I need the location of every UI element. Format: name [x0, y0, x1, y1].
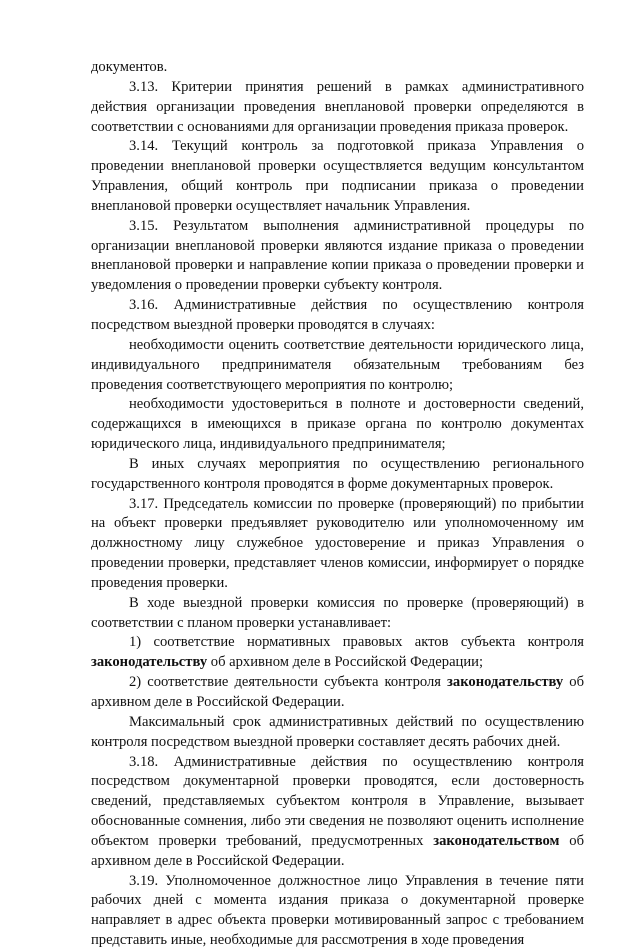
- text-run: 3.15. Результатом выполнения административной процедуры по организации внеплановой проверки являются издание приказа о проведении внеплановой проверки и направление копии приказа о проведении проверки и уведомления о проведении проверки субъекту контроля.: [91, 217, 584, 294]
- text-run: документов.: [91, 59, 168, 75]
- bold-text: законодательству: [447, 674, 564, 691]
- text-run: 3.16. Административные действия по осуществлению контроля посредством выездной проверки проводятся в случаях:: [91, 297, 584, 333]
- text-run: об архивном деле в Российской Федерации.: [91, 674, 584, 710]
- text-run: Максимальный срок административных действий по осуществлению контроля посредством выездной проверки составляет десять рабочих дней.: [91, 713, 584, 750]
- paragraph: [91, 594, 584, 634]
- paragraph: [91, 217, 584, 296]
- bold-text: законодательству: [91, 654, 208, 671]
- bold-text: законодательством: [433, 832, 560, 849]
- text-run: об архивном деле в Российской Федерации.: [91, 832, 584, 869]
- text-run: 3.19. Уполномоченное должностное лицо Управления в течение пяти рабочих дней с момента издания приказа о документарной проверке направляет в адрес объекта проверки мотивированный запрос с требованием представить иные, необходимые для рассмотрения в ходе проведения: [91, 872, 584, 949]
- paragraph: [91, 455, 584, 495]
- paragraph: [91, 296, 584, 336]
- paragraph: [91, 633, 584, 673]
- text-run: 3.17. Председатель комиссии по проверке (проверяющий) по прибытии на объект проверки предъявляет руководителю или уполномоченному им должностному лицу служебное удостоверение и приказ Управления о проведении проверки, представляет членов комиссии, информирует о порядке проведения проверки.: [91, 495, 584, 591]
- text-run: В ходе выездной проверки комиссия по проверке (проверяющий) в соответствии с планом проверки устанавливает:: [91, 594, 584, 631]
- paragraph: [91, 872, 584, 951]
- paragraph: [91, 336, 584, 396]
- paragraph: [91, 395, 584, 455]
- text-run: необходимости удостовериться в полноте и достоверности сведений, содержащихся в имеющихся в приказе органа по контролю документах юридического лица, индивидуального предпринимателя;: [91, 396, 584, 453]
- text-run: об архивном деле в Российской Федерации;: [207, 654, 484, 671]
- text-run: 3.18. Административные действия по осуществлению контроля посредством документарной проверки проводятся, если достоверность сведений, представляемых субъектом контроля в Управление, вызывает обоснованные сомнения, либо эти сведения не позволяют оценить исполнение объектом проверки требований, предусмотренных: [91, 753, 584, 849]
- paragraph: [91, 673, 584, 713]
- paragraph: [91, 78, 584, 138]
- paragraph: [91, 753, 584, 872]
- paragraph: [91, 495, 584, 594]
- text-run: 3.13. Критерии принятия решений в рамках административного действия организации проведения внеплановой проверки определяются в соответствии с основаниями для организации проведения приказа проверок.: [91, 78, 584, 135]
- paragraph: [91, 58, 584, 78]
- text-run: необходимости оценить соответствие деятельности юридического лица, индивидуального предпринимателя обязательным требованиям без проведения соответствующего мероприятия по контролю;: [91, 336, 584, 393]
- text-run: 3.14. Текущий контроль за подготовкой приказа Управления о проведении внеплановой проверки осуществляется ведущим консультантом Управления, общий контроль при подписании приказа о проведении внеплановой проверки осуществляет начальник Управления.: [91, 138, 584, 214]
- text-run: 2) соответствие деятельности субъекта контроля: [129, 674, 448, 691]
- text-run: В иных случаях мероприятия по осуществлению регионального государственного контроля проводятся в форме документарных проверок.: [91, 455, 584, 492]
- document-page: [91, 58, 584, 951]
- paragraph: [91, 137, 584, 216]
- paragraph: [91, 713, 584, 753]
- text-run: 1) соответствие нормативных правовых актов субъекта контроля: [129, 634, 584, 651]
